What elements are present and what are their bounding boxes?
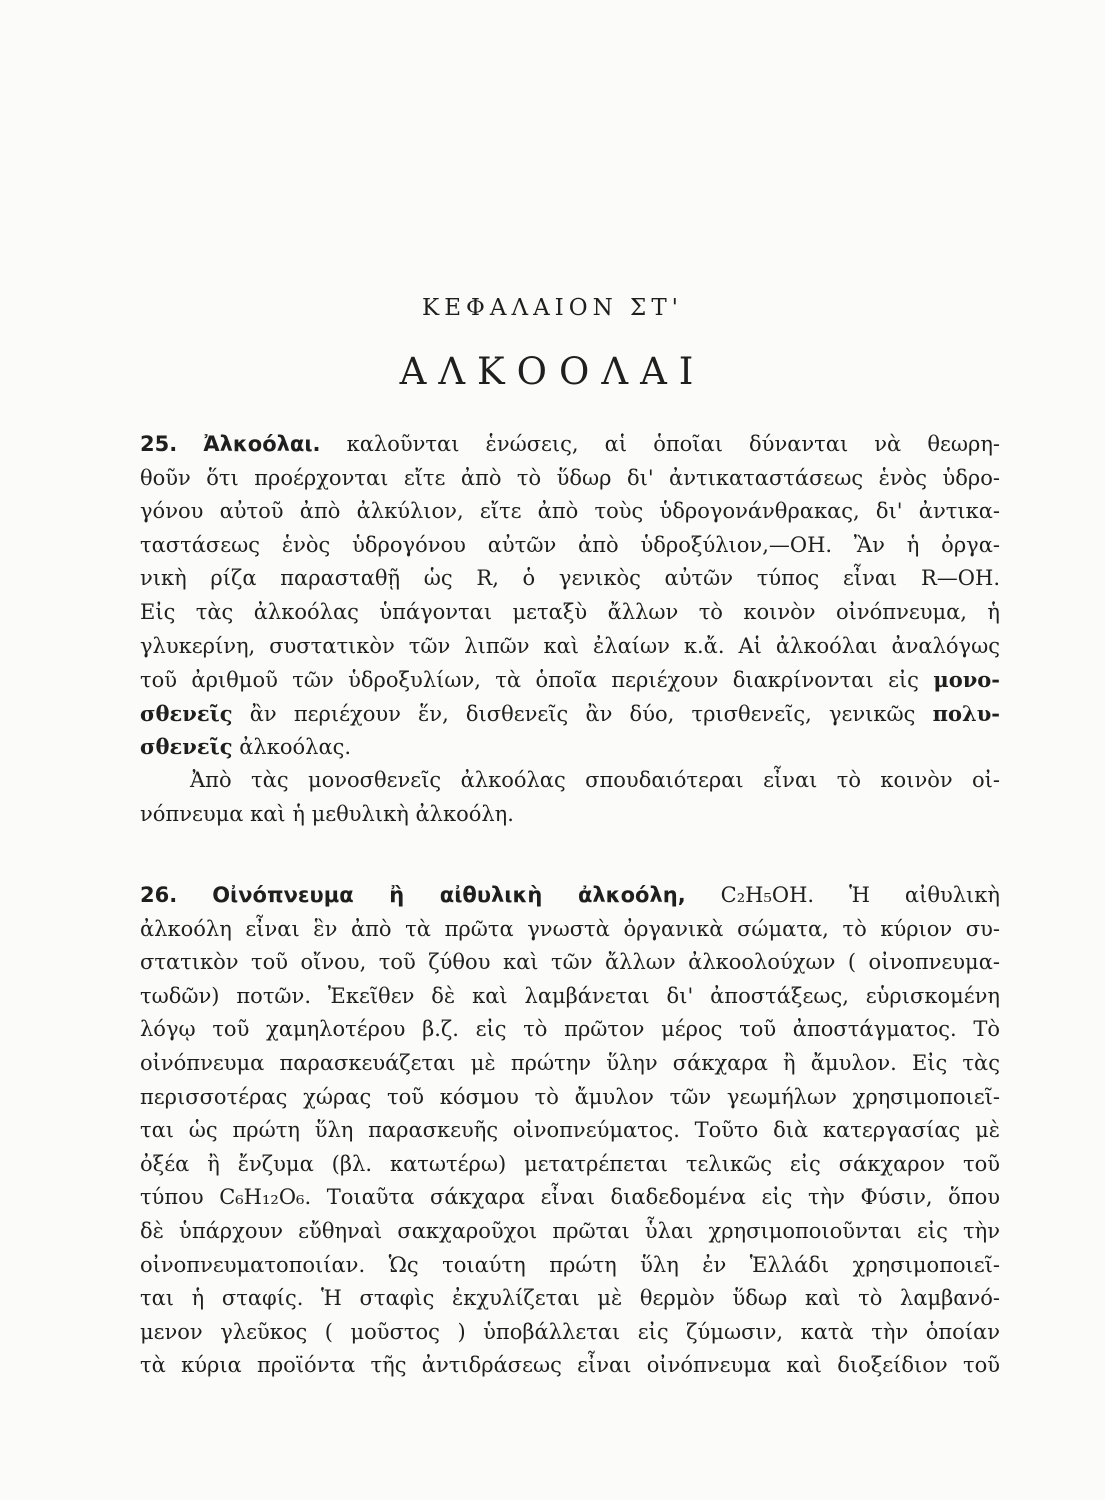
section-26 [140,879,1000,1383]
text-line: στατικὸν τοῦ οἴνου, τοῦ ζύθου καὶ τῶν ἄλλων ἀλκοολούχων ( οἰνοπνευμα- [140,950,1000,975]
text-line: γόνου αὐτοῦ ἀπὸ ἀλκύλιον, εἴτε ἀπὸ τοὺς ὑδρογονάνθρακας, δι' ἀντικα- [140,499,1000,524]
text-line: τύπου C₆H₁₂O₆. Τοιαῦτα σάκχαρα εἶναι διαδεδομένα εἰς τὴν Φύσιν, ὅπου [140,1185,1000,1210]
bold-term: μονο- [933,667,1000,693]
text-segment: τοῦ ἀριθμοῦ τῶν ὑδροξυλίων, τὰ ὁποῖα περιέχουν διακρίνονται εἰς [140,668,919,693]
text-line: Εἰς τὰς ἀλκοόλας ὑπάγονται μεταξὺ ἄλλων τὸ κοινὸν οἰνόπνευμα, ἡ [140,599,1000,624]
chemical-formula: C₂H₅OH. [720,883,815,907]
text-line: θοῦν ὅτι προέρχονται εἴτε ἀπὸ τὸ ὕδωρ δι' ἀντικαταστάσεως ἑνὸς ὑδρο- [140,465,1000,490]
text-line: περισσοτέρας χώρας τοῦ κόσμου τὸ ἄμυλον τῶν γεωμήλων χρησιμοποιεῖ- [140,1084,1000,1109]
bold-term: σθενεῖς [140,734,233,760]
section-number: 25. [140,432,178,456]
text-line: οἰνόπνευμα παρασκευάζεται μὲ πρώτην ὕλην σάκχαρα ἢ ἄμυλον. Εἰς τὰς [140,1050,1000,1075]
section-25-line [140,663,1000,697]
text-line: νόπνευμα καὶ ἡ μεθυλικὴ ἀλκοόλη. [140,801,514,826]
text-line: νικὴ ρίζα παρασταθῇ ὡς R, ὁ γενικὸς αὐτῶν τύπος εἶναι R—OH. [140,566,1000,591]
bold-term: σθενεῖς [140,700,233,726]
section-25-line [140,697,1000,731]
section-heading: Ἀλκοόλαι. [203,432,321,456]
text-line: λόγῳ τοῦ χαμηλοτέρου β.ζ. εἰς τὸ πρῶτον μέρος τοῦ ἀποστάγματος. Τὸ [140,1017,1000,1042]
text-line: ἀλκοόλη εἶναι ἓν ἀπὸ τὰ πρῶτα γνωστὰ ὀργανικὰ σώματα, τὸ κύριον συ- [140,916,1000,941]
text-line: τὰ κύρια προϊόντα τῆς ἀντιδράσεως εἶναι οἰνόπνευμα καὶ διοξείδιον τοῦ [140,1353,1000,1378]
text-segment: Ἡ αἰθυλικὴ [849,883,1000,907]
text-segment: ἀλκοόλας. [239,735,352,760]
text-line: καλοῦνται ἑνώσεις, αἱ ὁποῖαι δύνανται νὰ θεωρη- [346,432,1000,456]
text-line: οἰνοπνευματοποιίαν. Ὡς τοιαύτη πρώτη ὕλη ἐν Ἑλλάδι χρησιμοποιεῖ- [140,1252,1000,1277]
text-line: ται ὡς πρώτη ὕλη παρασκευῆς οἰνοπνεύματος. Τοῦτο διὰ κατεργασίας μὲ [140,1118,1000,1143]
section-25-line [140,428,1000,462]
chapter-title: ΑΛΚΟΟΛΑΙ [399,350,706,393]
section-25 [140,428,1000,831]
text-line: δὲ ὑπάρχουν εὔθηναὶ σακχαροῦχοι πρῶται ὗλαι χρησιμοποιοῦνται εἰς τὴν [140,1218,1000,1243]
text-line: ταστάσεως ἑνὸς ὑδρογόνου αὐτῶν ἀπὸ ὑδροξύλιον,—OH. Ἂν ἡ ὀργα- [140,532,1000,557]
text-line: ὀξέα ἢ ἔνζυμα (βλ. κατωτέρω) μετατρέπεται τελικῶς εἰς σάκχαρον τοῦ [140,1151,1000,1176]
bold-term: πολυ- [932,700,1000,726]
text-line: Ἀπὸ τὰς μονοσθενεῖς ἀλκοόλας σπουδαιότεραι εἶναι τὸ κοινὸν οἰ- [190,767,1000,792]
text-line: τωδῶν) ποτῶν. Ἐκεῖθεν δὲ καὶ λαμβάνεται δι' ἀποστάξεως, εὑρισκομένη [140,983,1000,1008]
section-25-line [140,730,1000,764]
text-line: μενον γλεῦκος ( μοῦστος ) ὑποβάλλεται εἰς ζύμωσιν, κατὰ τὴν ὁποίαν [140,1319,1000,1344]
text-line: γλυκερίνη, συστατικὸν τῶν λιπῶν καὶ ἐλαίων κ.ἄ. Αἱ ἀλκοόλαι ἀναλόγως [140,633,1000,658]
section-26-line [140,879,1000,913]
chapter-label: ΚΕΦΑΛΑΙΟΝ ΣΤ' [422,295,683,321]
text-segment: ἂν περιέχουν ἕν, δισθενεῖς ἂν δύο, τρισθενεῖς, γενικῶς [249,701,916,726]
text-line: ται ἡ σταφίς. Ἡ σταφὶς ἐκχυλίζεται μὲ θερμὸν ὕδωρ καὶ τὸ λαμβανό- [140,1286,1000,1311]
section-number: 26. [140,883,178,907]
section-heading: Οἰνόπνευμα ἢ αἰθυλικὴ ἀλκοόλη, [212,883,686,907]
